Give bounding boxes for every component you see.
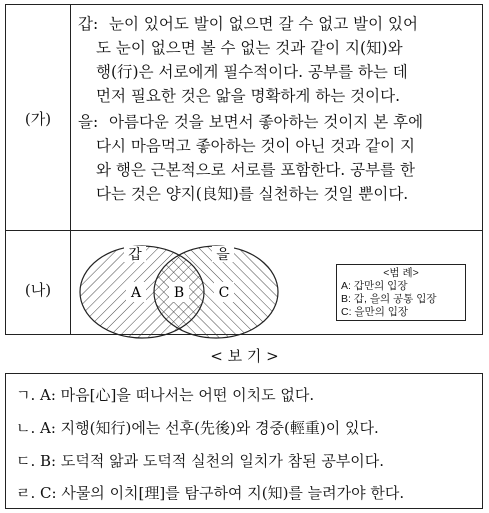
venn-region-b: B xyxy=(173,285,185,301)
speaker-eul: 을: xyxy=(78,113,99,131)
venn-region-a: A xyxy=(130,285,142,301)
row-label-na: (나) xyxy=(24,281,52,299)
speaker-gap: 갑: xyxy=(78,15,99,33)
legend-item: C: 을만의 입장 xyxy=(341,306,409,318)
statement-line: 아름다운 것을 보면서 좋아하는 것이지 본 후에 xyxy=(109,113,424,131)
legend-box xyxy=(336,264,466,321)
legend-title: <범 례> xyxy=(383,267,419,279)
bogi-item: ㄹ. C: 사물의 이치[理]를 탐구하여 지(知)를 늘려가야 한다. xyxy=(16,484,405,502)
legend-item: A: 갑만의 입장 xyxy=(341,280,408,292)
bogi-header: < 보 기 > xyxy=(210,347,279,365)
venn-label-eul: 을 xyxy=(216,247,230,263)
row-label-ga: (가) xyxy=(24,110,52,128)
statement-line: 눈이 있어도 발이 없으면 갈 수 없고 발이 있어 xyxy=(109,15,418,33)
bogi-item: ㄴ. A: 지행(知行)에는 선후(先後)와 경중(輕重)이 있다. xyxy=(16,419,379,437)
statement-line: 다는 것은 양지(良知)를 실천하는 것일 뿐이다. xyxy=(96,185,409,203)
bogi-box xyxy=(5,373,483,509)
legend-item: B: 갑, 을의 공통 입장 xyxy=(341,293,437,305)
statement-line: 와 행은 근본적으로 서로를 포함한다. 공부를 한 xyxy=(96,161,415,179)
statement-line: 행(行)은 서로에게 필수적이다. 공부를 하는 데 xyxy=(96,63,408,81)
venn-region-c: C xyxy=(218,285,230,301)
bogi-item: ㄷ. B: 도덕적 앎과 도덕적 실천의 일치가 참된 공부이다. xyxy=(16,452,385,470)
venn-label-gap: 갑 xyxy=(128,247,142,263)
statement-line: 다시 마음먹고 좋아하는 것이 아닌 것과 같이 지 xyxy=(96,137,415,155)
statement-line: 먼저 필요한 것은 앎을 명확하게 하는 것이다. xyxy=(96,87,401,105)
statement-line: 도 눈이 없으면 볼 수 없는 것과 같이 지(知)와 xyxy=(96,39,403,57)
bogi-item: ㄱ. A: 마음[心]을 떠나서는 어떤 이치도 없다. xyxy=(16,386,315,404)
